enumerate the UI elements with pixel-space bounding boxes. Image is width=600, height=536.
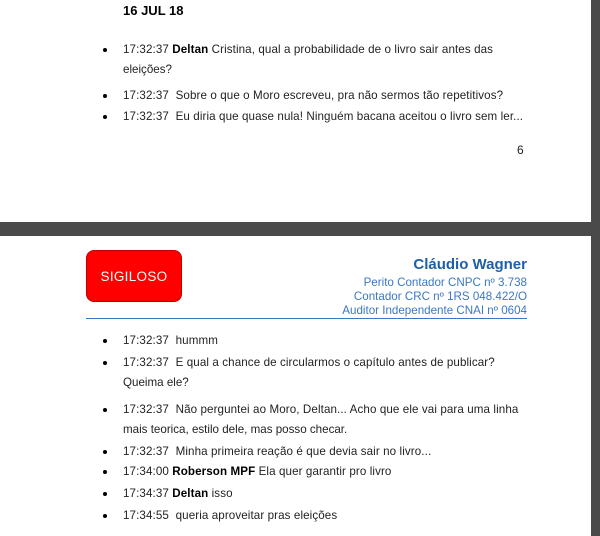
message-text: Ela quer garantir pro livro (255, 465, 392, 478)
message-line (123, 334, 218, 347)
author-credential-3: Auditor Independente CNAI nº 0604 (342, 304, 527, 317)
message-time: 17:32:37 (123, 356, 169, 369)
message-text: E qual a chance de circularmos o capítulo antes de publicar? (175, 356, 495, 369)
document-page-7 (0, 236, 591, 536)
message-text: Sobre o que o Moro escreveu, pra não sermos tão repetitivos? (175, 89, 504, 102)
message-line (123, 509, 337, 522)
message-time: 17:32:37 (123, 110, 169, 123)
date-heading: 16 JUL 18 (123, 3, 184, 18)
bullet-icon (103, 450, 107, 454)
message-time: 17:34:55 (123, 509, 169, 522)
message-text: Minha primeira reação é que devia sair no livro... (175, 445, 432, 458)
message-text: queria aproveitar pras eleições (175, 509, 338, 522)
bullet-icon (103, 361, 107, 365)
message-time: 17:32:37 (123, 43, 169, 56)
page-number: 6 (517, 143, 524, 157)
message-line (123, 445, 431, 458)
message-text-continued: mais teorica, estilo dele, mas posso checar. (123, 423, 348, 436)
author-credential-2: Contador CRC nº 1RS 048.422/O (353, 290, 527, 303)
message-text: isso (208, 487, 233, 500)
badge-label: SIGILOSO (100, 268, 168, 284)
message-line (123, 110, 523, 123)
message-time: 17:32:37 (123, 445, 169, 458)
message-line (123, 356, 495, 369)
bullet-icon (103, 48, 107, 52)
message-sender: Roberson MPF (172, 465, 256, 478)
bullet-icon (103, 408, 107, 412)
bullet-icon (103, 470, 107, 474)
bullet-icon (103, 514, 107, 518)
author-credential-1: Perito Contador CNPC nº 3.738 (363, 276, 527, 289)
message-text: Cristina, qual a probabilidade de o livro sair antes das (208, 43, 494, 56)
sigiloso-badge (86, 250, 182, 302)
message-line (123, 487, 233, 500)
bullet-icon (103, 94, 107, 98)
bullet-icon (103, 492, 107, 496)
bullet-icon (103, 339, 107, 343)
message-line (123, 465, 391, 478)
message-time: 17:34:37 (123, 487, 169, 500)
message-time: 17:34:00 (123, 465, 169, 478)
message-line (123, 43, 493, 56)
message-line (123, 89, 503, 102)
message-time: 17:32:37 (123, 334, 169, 347)
header-divider (86, 318, 527, 319)
message-text-continued: eleições? (123, 63, 172, 76)
message-text: Não perguntei ao Moro, Deltan... Acho que ele vai para uma linha (175, 403, 519, 416)
document-page-6 (0, 0, 591, 222)
message-line (123, 403, 518, 416)
message-sender: Deltan (172, 487, 209, 500)
message-text: Eu diria que quase nula! Ninguém bacana aceitou o livro sem ler... (175, 110, 524, 123)
author-name: Cláudio Wagner (413, 256, 527, 273)
message-time: 17:32:37 (123, 89, 169, 102)
bullet-icon (103, 115, 107, 119)
message-text: hummm (175, 334, 218, 347)
message-text-continued: Queima ele? (123, 376, 189, 389)
message-sender: Deltan (172, 43, 209, 56)
message-time: 17:32:37 (123, 403, 169, 416)
